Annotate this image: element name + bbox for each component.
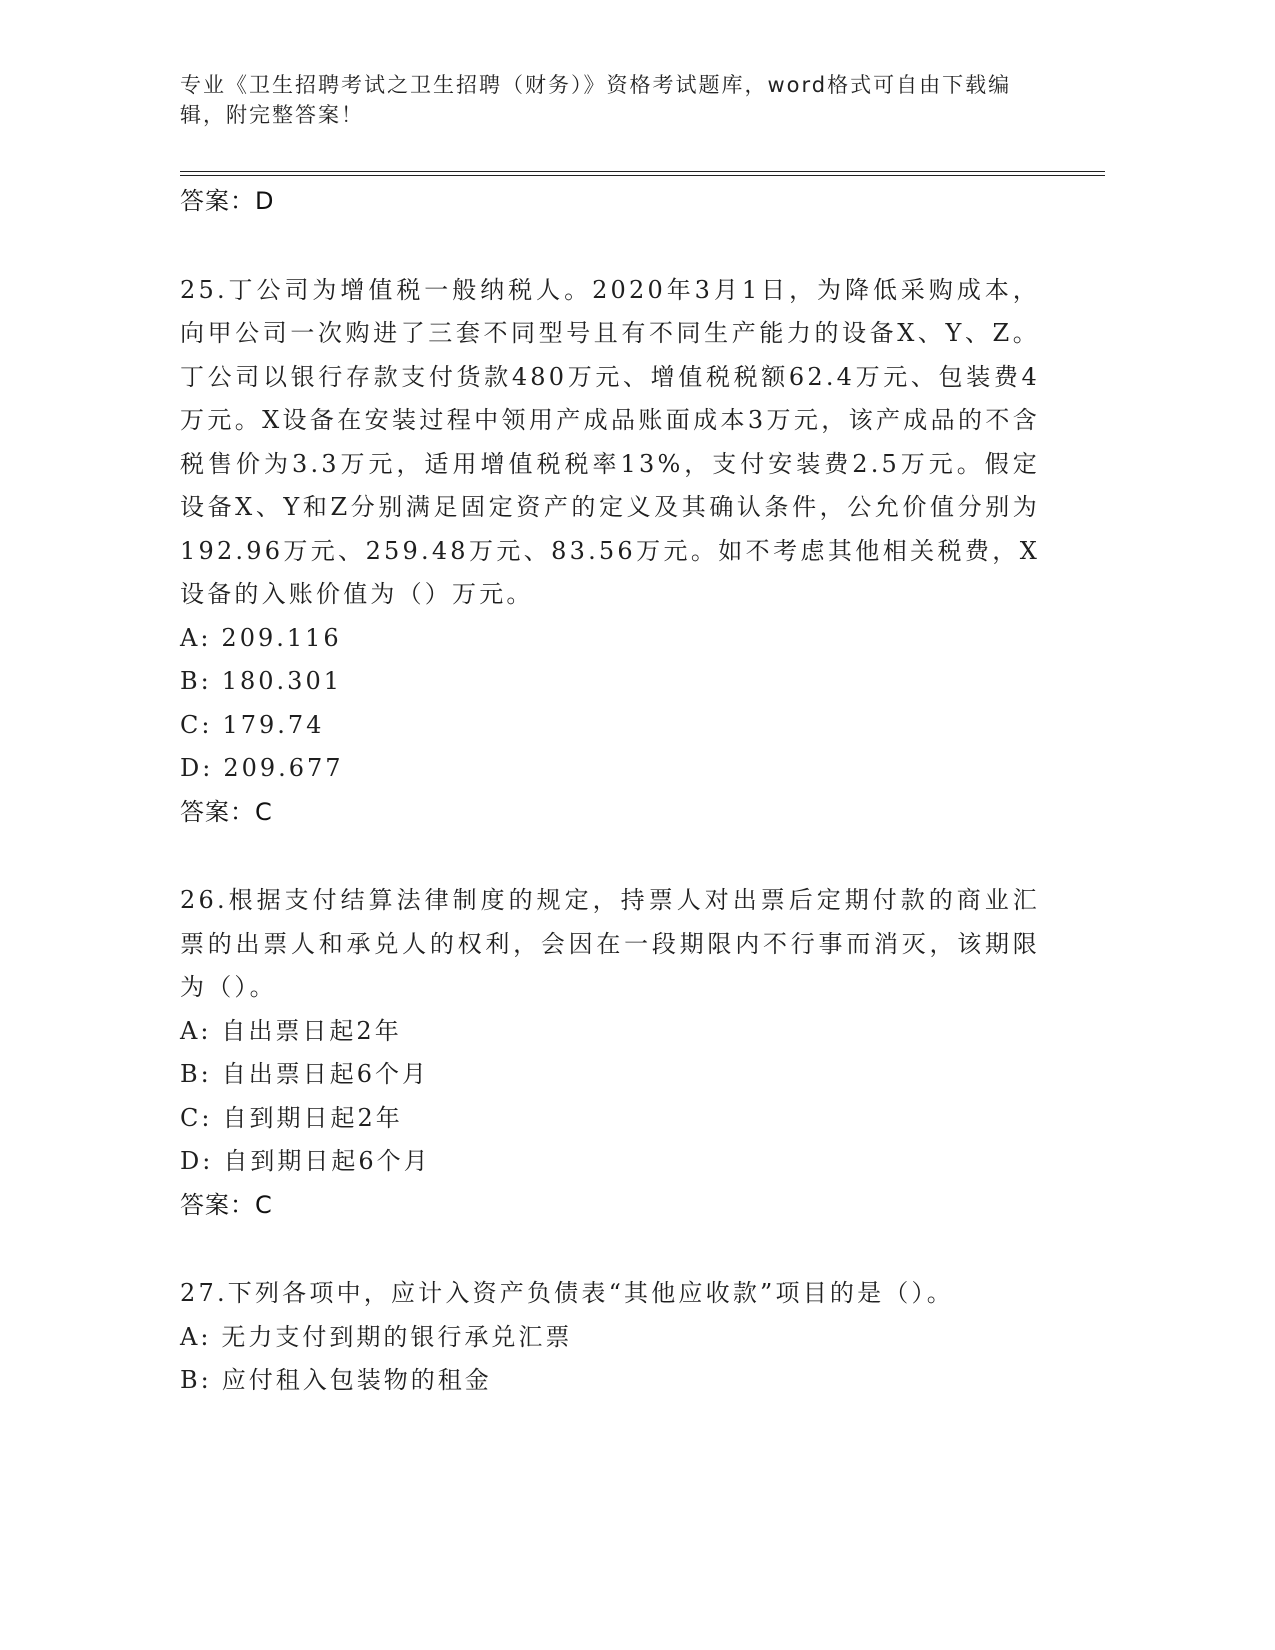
option-key: D: [180,754,214,782]
header-divider-top [180,171,1105,172]
option-c [180,704,1040,748]
question-25 [180,269,1040,835]
option-c [180,1097,1040,1141]
option-text: 自出票日起6个月 [221,1060,430,1088]
option-key: A: [180,1016,212,1045]
option-text: 自出票日起2年 [221,1016,402,1045]
option-key: B: [180,667,212,695]
option-key: C: [180,710,213,739]
question-26 [180,879,1040,1227]
option-a [180,617,1040,661]
document-header: 专业《卫生招聘考试之卫生招聘（财务）》资格考试题库，word格式可自由下载编辑，附完整答案！ [180,73,1012,127]
option-text: 179.74 [222,710,325,739]
option-key: D: [180,1147,214,1175]
option-text: 自到期日起6个月 [223,1147,431,1175]
question-stem: 26.根据支付结算法律制度的规定，持票人对出票后定期付款的商业汇票的出票人和承兑人的权利，会因在一段期限内不行事而消灭，该期限为（）。 [180,886,1040,1001]
option-b [180,1053,1040,1097]
option-text: 应付租入包装物的租金 [221,1366,492,1394]
option-d [180,747,1040,791]
option-key: A: [180,1322,212,1351]
option-key: B: [180,1060,212,1088]
question-stem: 27.下列各项中，应计入资产负债表“其他应收款”项目的是（）。 [180,1279,954,1307]
option-text: 180.301 [221,667,342,695]
option-text: 无力支付到期的银行承兑汇票 [221,1322,573,1351]
question-stem: 25.丁公司为增值税一般纳税人。2020年3月1日，为降低采购成本，向甲公司一次购进了三套不同型号且有不同生产能力的设备X、Y、Z。丁公司以银行存款支付货款480万元、增值税税额62.4万元、包装费4万元。X设备在安装过程中领用产成品账面成本3万元，该产成品的不含税售价为3.3万元，适用增值税税率13%，支付安装费2.5万元。假定设备X、Y和Z分别满足固定资产的定义及其确认条件，公允价值分别为192.96万元、259.48万元、83.56万元。如不考虑其他相关税费，X设备的入账价值为（）万元。 [180,275,1040,608]
question-27 [180,1272,1040,1403]
option-text: 209.116 [221,623,342,652]
header-divider-bottom [180,175,1105,176]
option-key: A: [180,623,212,652]
option-text: 自到期日起2年 [222,1103,403,1132]
option-b [180,1359,1040,1403]
option-text: 209.677 [223,754,344,782]
option-d [180,1140,1040,1184]
answer-line: 答案：C [180,797,273,826]
option-a [180,1010,1040,1054]
option-a [180,1316,1040,1360]
option-key: C: [180,1103,213,1132]
answer-line: 答案：C [180,1190,273,1219]
question-list [180,180,1040,1403]
previous-answer: 答案：D [180,187,275,215]
option-key: B: [180,1366,212,1394]
option-b [180,660,1040,704]
